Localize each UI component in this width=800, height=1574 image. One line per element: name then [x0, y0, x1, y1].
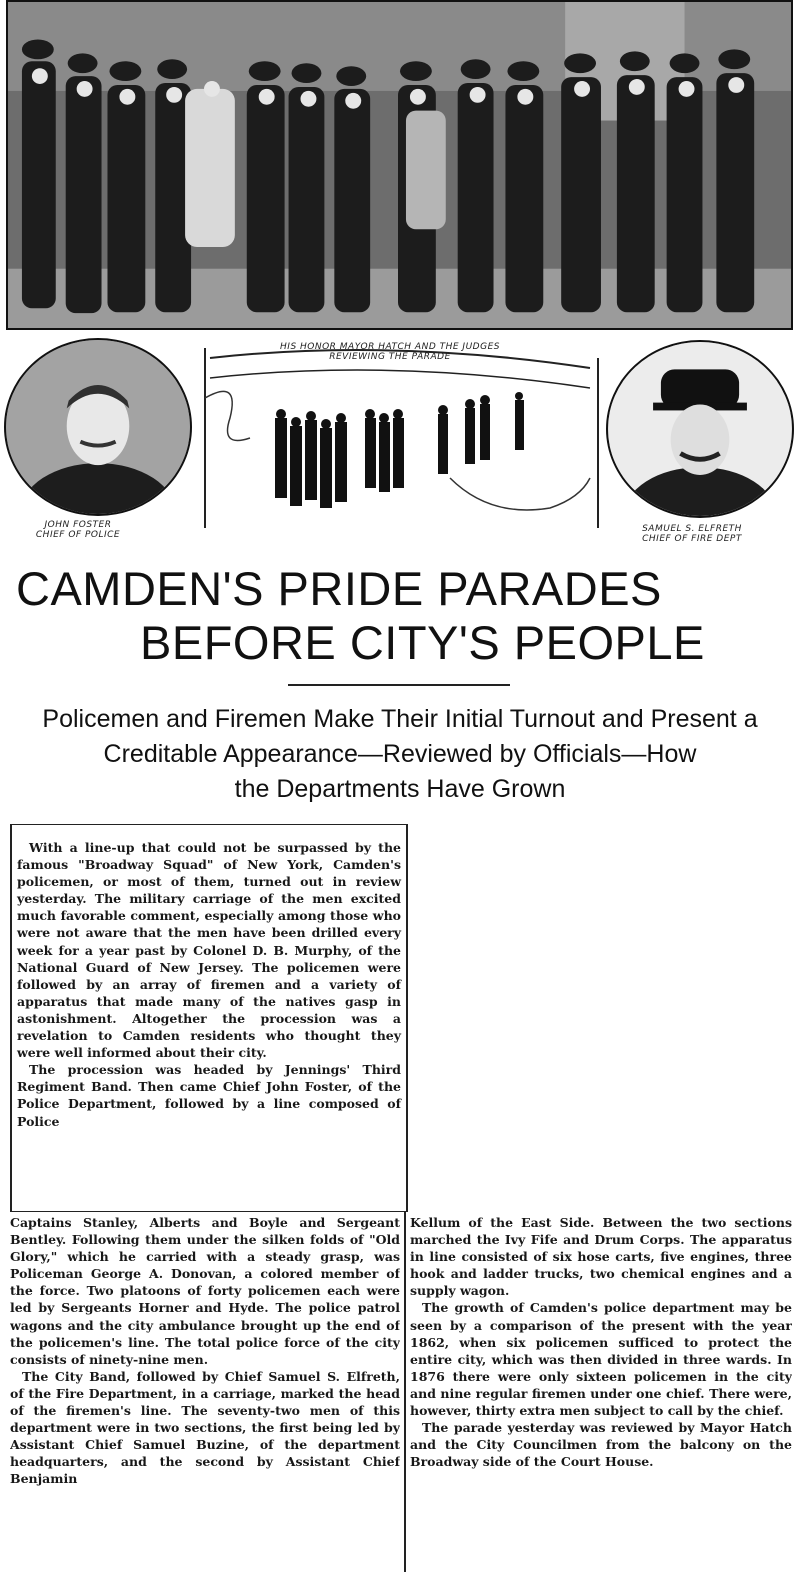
group-photo-figures [8, 2, 791, 328]
right-portrait-title: CHIEF OF FIRE DEPT [642, 534, 742, 544]
article-paragraph-2: The procession was headed by Jennings' Third Regiment Band. Then came Chief John Foster, of the Police Department, followed by a line composed of Police [17, 1062, 401, 1129]
left-portrait-caption [18, 520, 138, 540]
article-paragraph-3: The City Band, followed by Chief Samuel S. Elfreth, of the Fire Department, in a carriage, marked the head of the firemen's line. The seventy-two men of this department were in two sections, the first being led by Assistant Chief Samuel Buzine, of the department headquarters, and the second by Assistant Chief Benjamin [10, 1368, 400, 1487]
group-photo [6, 0, 793, 330]
subhead-line1: Policemen and Firemen Make Their Initial Turnout and Present a [42, 705, 758, 733]
headline-line2: BEFORE CITY'S PEOPLE [140, 616, 705, 669]
right-portrait-caption [612, 524, 772, 544]
sketch-banner-line1: HIS HONOR MAYOR HATCH AND THE JUDGES [280, 342, 500, 352]
portrait-samuel-elfreth [606, 340, 794, 518]
article-paragraph-4: The growth of Camden's police department may be seen by a comparison of the present with the year 1862, when six policemen sufficed to protect the entire city, which was then divided in three wards. In 1876 there were only sixteen policemen in the city and nine regular firemen under one chief. There were, however, thirty extra men subject to call by the chief. [410, 1300, 792, 1419]
article-paragraph-3-continued: Kellum of the East Side. Between the two sections marched the Ivy Fife and Drum Corps. The apparatus in line consisted of six hose carts, five engines, three hook and ladder trucks, two chemical engines and a supply wagon. [410, 1215, 792, 1299]
headline-line1: CAMDEN'S PRIDE PARADES [16, 562, 662, 615]
article-lead-box [10, 824, 408, 1212]
portrait-left-figure [6, 340, 190, 514]
column-divider [404, 1212, 406, 1572]
headline-rule [288, 684, 510, 686]
article-column-left [10, 1214, 400, 1572]
article-paragraph-2-continued: Captains Stanley, Alberts and Boyle and Sergeant Bentley. Following them under the silken folds of "Old Glory," which he carried with a steady grasp, was Policeman George A. Donovan, a colored member of the force. Two platoons of forty policemen each were led by Sergeants Horner and Hyde. The police patrol wagons and the city ambulance brought up the end of the policemen's line. The total police force of the city consists of ninety-nine men. [10, 1215, 400, 1367]
article-paragraph-5: The parade yesterday was reviewed by Mayor Hatch and the City Councilmen from the balcony on the Broadway side of the Court House. [410, 1420, 792, 1470]
subhead-line3: the Departments Have Grown [234, 775, 566, 803]
parade-sketch-drawing [190, 338, 605, 548]
left-portrait-name: JOHN FOSTER [44, 520, 112, 530]
portrait-right-figure [608, 342, 792, 516]
portrait-john-foster [4, 338, 192, 516]
article-column-right [410, 1214, 792, 1572]
parade-sketch [190, 338, 605, 548]
sketch-banner [220, 342, 560, 362]
article-paragraph-1: With a line-up that could not be surpassed by the famous "Broadway Squad" of New York, Camden's policemen, or most of them, turned out in review yesterday. The military carriage of the men excited much favorable comment, especially among those who were not aware that the men have been drilled every week for a year past by Colonel D. B. Murphy, of the National Guard of New Jersey. The policemen were followed by an array of firemen and a variety of apparatus that made many of the natives gasp in astonishment. Altogether the procession was a revelation to Camden residents who thought they were well informed about their city. [17, 840, 401, 1061]
subhead-line2: Creditable Appearance—Reviewed by Officials—How [103, 740, 697, 768]
right-portrait-name: SAMUEL S. ELFRETH [642, 524, 742, 534]
sketch-banner-line2: REVIEWING THE PARADE [329, 352, 451, 362]
left-portrait-title: CHIEF OF POLICE [35, 530, 121, 540]
subhead [0, 702, 800, 807]
